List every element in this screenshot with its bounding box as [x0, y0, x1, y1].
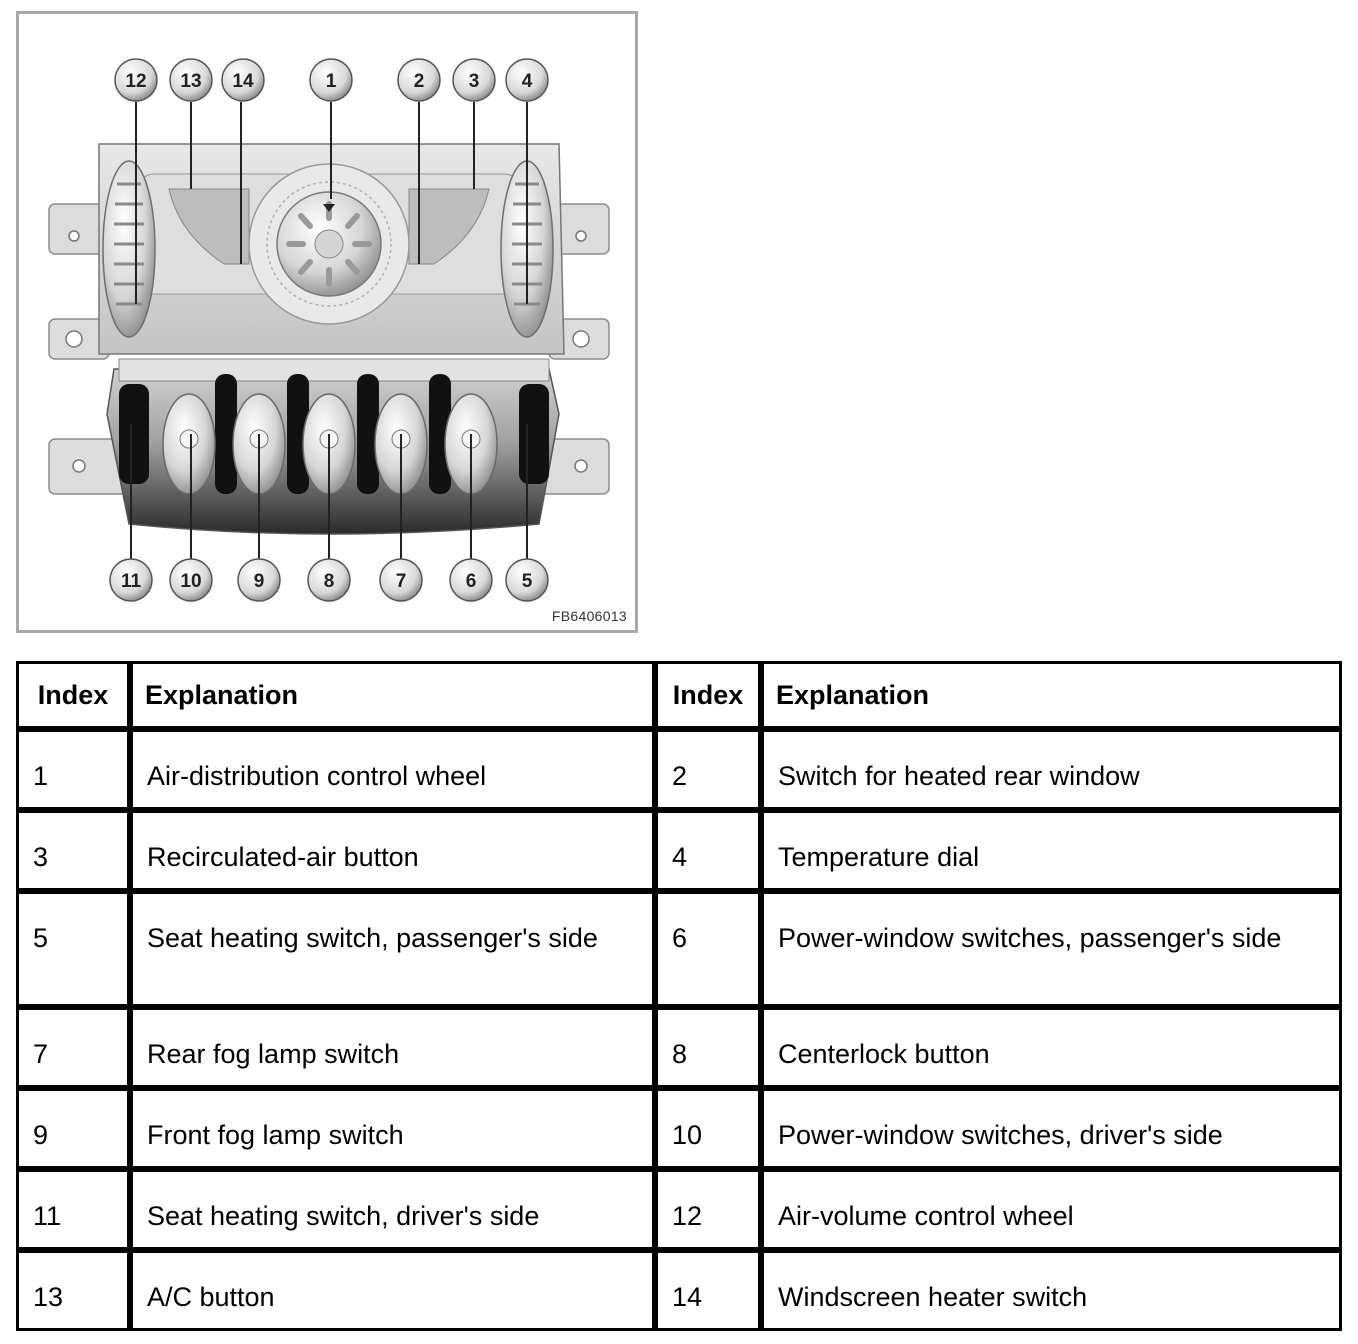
explanation-cell: Centerlock button [761, 1007, 1342, 1088]
callout-number: 8 [323, 571, 335, 592]
explanation-cell: Air-distribution control wheel [130, 729, 655, 810]
index-cell: 4 [655, 810, 761, 891]
air-volume-wheel [103, 161, 155, 337]
air-distribution-dial [249, 164, 409, 324]
index-cell: 9 [16, 1088, 130, 1169]
index-cell: 12 [655, 1169, 761, 1250]
legend-header-row [16, 661, 1342, 729]
index-cell: 6 [655, 891, 761, 1007]
index-cell: 8 [655, 1007, 761, 1088]
control-panel-illustration [19, 14, 635, 630]
callout-number: 14 [232, 71, 254, 92]
explanation-cell: Air-volume control wheel [761, 1169, 1342, 1250]
index-cell: 13 [16, 1250, 130, 1331]
table-row [16, 1007, 1342, 1088]
index-cell: 11 [16, 1169, 130, 1250]
callout-number: 4 [521, 71, 533, 92]
callout-number: 2 [413, 71, 425, 92]
index-cell: 1 [16, 729, 130, 810]
callouts-top [115, 59, 548, 101]
explanation-cell: Temperature dial [761, 810, 1342, 891]
figure-code: FB6406013 [551, 608, 627, 624]
callout-number: 12 [125, 71, 147, 92]
explanation-cell: Seat heating switch, driver's side [130, 1169, 655, 1250]
index-cell: 10 [655, 1088, 761, 1169]
explanation-cell: Power-window switches, driver's side [761, 1088, 1342, 1169]
explanation-cell: Recirculated-air button [130, 810, 655, 891]
callout-number: 6 [465, 571, 477, 592]
table-row [16, 1088, 1342, 1169]
explanation-cell: A/C button [130, 1250, 655, 1331]
callout-number: 10 [180, 571, 202, 592]
callout-number: 11 [120, 571, 142, 592]
header-explanation-right: Explanation [761, 661, 1342, 729]
table-row [16, 1250, 1342, 1331]
callout-number: 3 [468, 71, 480, 92]
control-panel-figure [16, 11, 638, 633]
header-explanation-left: Explanation [130, 661, 655, 729]
callout-number: 13 [180, 71, 202, 92]
explanation-cell: Switch for heated rear window [761, 729, 1342, 810]
index-cell: 14 [655, 1250, 761, 1331]
explanation-cell: Seat heating switch, passenger's side [130, 891, 655, 1007]
callout-number: 1 [325, 71, 337, 92]
explanation-cell: Windscreen heater switch [761, 1250, 1342, 1331]
header-index-left: Index [16, 661, 130, 729]
index-cell: 5 [16, 891, 130, 1007]
callouts-bottom [110, 559, 548, 601]
explanation-cell: Front fog lamp switch [130, 1088, 655, 1169]
explanation-cell: Rear fog lamp switch [130, 1007, 655, 1088]
table-row [16, 810, 1342, 891]
callout-number: 7 [395, 571, 407, 592]
callout-number: 5 [521, 571, 533, 592]
callout-number: 9 [253, 571, 265, 592]
index-cell: 2 [655, 729, 761, 810]
explanation-cell: Power-window switches, passenger's side [761, 891, 1342, 1007]
legend-table [16, 661, 1342, 1331]
table-row [16, 891, 1342, 1007]
index-cell: 7 [16, 1007, 130, 1088]
table-row [16, 729, 1342, 810]
header-index-right: Index [655, 661, 761, 729]
table-row [16, 1169, 1342, 1250]
index-cell: 3 [16, 810, 130, 891]
